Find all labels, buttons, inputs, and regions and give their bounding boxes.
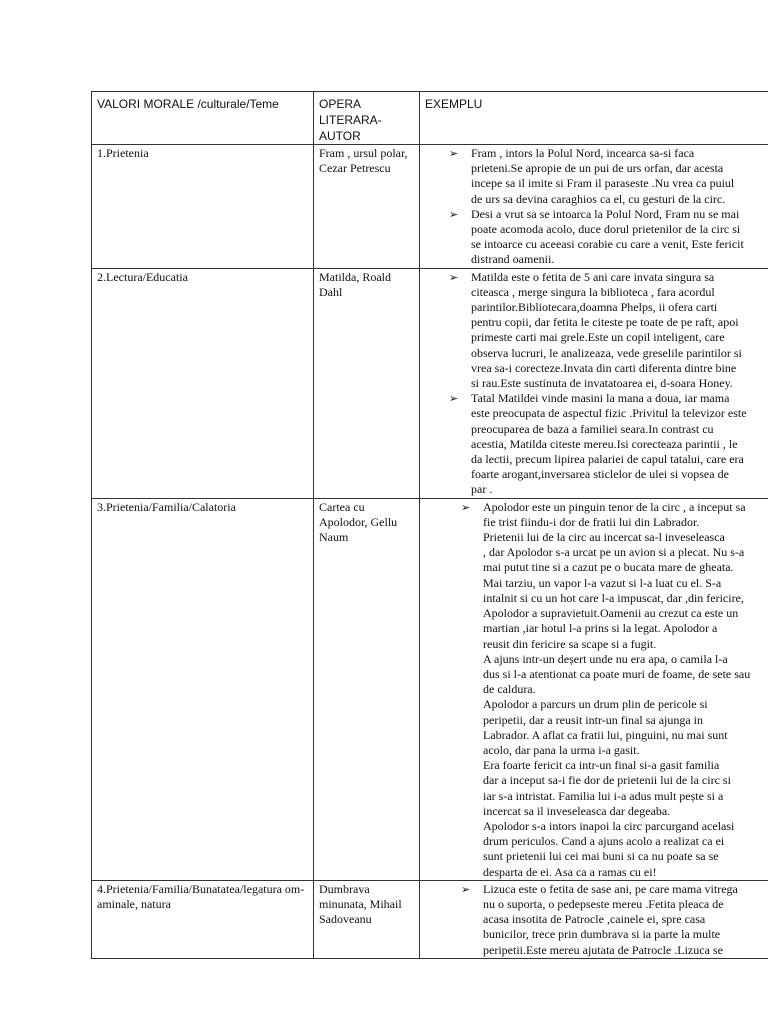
list-item <box>461 882 768 958</box>
table-row <box>92 268 768 498</box>
theme-cell: 2.Lectura/Educatia <box>92 268 314 498</box>
arrowhead-bullet-icon: ➢ <box>449 147 459 160</box>
example-cell <box>420 145 768 269</box>
example-text: Apolodor este un pinguin tenor de la circ , a inceput sa fie trist fiindu-i dor de fratii lui din Labrador. Prietenii lui de la circ au incercat sa-l inveseleasca , dar Apolodor s-a urcat pe un avion si a plecat. Nu s-a mai putut tine si a cazut pe o bucata mare de gheata. Mai tarziu, un vapor l-a vazut si l-a luat cu el. S-a intalnit si cu un hot care l-a impuscat, dar ,din fericire, Apolodor a supravietuit.Oamenii au crezut ca este un martian ,iar hotul l-a prins si la legat. Apolodor a reusit din fericire sa scape si a fugit. A ajuns intr-un deșert unde nu era apa, o camila l-a dus si l-a atentionat ca poate muri de foame, de sete sau de caldura. Apolodor a parcurs un drum plin de pericole si peripetii, dar a reusit intr-un final sa ajunga in Labrador. A aflat ca fratii lui, pinguini, nu mai sunt acolo, dar pana la urma i-a gasit. Era foarte fericit ca intr-un final si-a gasit familia dar a inceput sa-i fie dor de prietenii lui de la circ si iar s-a intristat. Familia lui i-a adus mult pește si a incercat sa il inveseleasca dar degeaba. Apolodor s-a intors inapoi la circ parcurgand acelasi drum periculos. Cand a ajuns acolo a realizat ca ei sunt prietenii lui cei mai buni si ca nu poate sa se desparta de ei. Asa ca a ramas cu ei! <box>483 499 751 879</box>
work-cell: Fram , ursul polar, Cezar Petrescu <box>314 145 420 269</box>
list-item <box>449 207 768 268</box>
example-list <box>425 500 768 880</box>
example-list <box>425 146 768 268</box>
work-cell: Dumbrava minunata, Mihail Sadoveanu <box>314 880 420 958</box>
example-text: Lizuca este o fetita de sase ani, pe care mama vitrega nu o suporta, o pedepseste mereu .Fetita pleaca de acasa insotita de Patrocle ,cainele ei, spre casa bunicilor, trece prin dumbrava si ia parte la multe peripetii.Este mereu ajutata de Patrocle .Lizuca se <box>483 881 738 957</box>
arrowhead-bullet-icon: ➢ <box>461 500 471 514</box>
table-row <box>92 880 768 958</box>
example-text: Desi a vrut sa se intoarca la Polul Nord, Fram nu se mai poate acomoda acolo, duce dorul prietenilor de la circ si se intoarce cu aceeasi corabie cu care a venit, Este fericit distrand oamenii. <box>471 206 744 267</box>
arrowhead-bullet-icon: ➢ <box>449 392 459 406</box>
arrowhead-bullet-icon: ➢ <box>461 882 471 896</box>
literature-table <box>91 91 768 959</box>
header-work: OPERA LITERARA-AUTOR <box>314 92 420 145</box>
header-example: EXEMPLU <box>420 92 768 145</box>
example-text: Matilda este o fetita de 5 ani care invata singura sa citeasca , merge singura la biblioteca , fara acordul parintilor.Bibliotecara,doamna Phelps, ii ofera carti pentru copii, dar fetita le citeste pe toate de pe raft, apoi primeste carti mai grele.Este un copil inteligent, care observa lucruri, le analizeaza, vede greselile parintilor si vrea sa-i corecteze.Invata din carti diferenta dintre bine si rau.Este sustinuta de invatatoarea ei, d-soara Honey. <box>471 269 742 391</box>
theme-cell: 1.Prietenia <box>92 145 314 269</box>
table-row <box>92 145 768 269</box>
example-text: Tatal Matildei vinde masini la mana a doua, iar mama este preocupata de aspectul fizic .Privitul la televizor este preocuparea de baza a familiei seara.In contrast cu acestia, Matilda citeste mereu.Isi corecteaza parintii , le da lectii, precum lipirea palariei de capul tatalui, care era foarte arogant,inversarea sticlelor de ulei si vopsea de par . <box>471 391 747 497</box>
table-row <box>92 498 768 880</box>
list-item <box>449 391 768 497</box>
theme-cell: 3.Prietenia/Familia/Calatoria <box>92 498 314 880</box>
example-list <box>425 882 768 958</box>
list-item <box>449 270 768 392</box>
example-cell <box>420 268 768 498</box>
work-cell: Matilda, Roald Dahl <box>314 268 420 498</box>
example-text: Fram , intors la Polul Nord, incearca sa-si faca prieteni.Se apropie de un pui de urs orfan, dar acesta incepe sa il imite si Fram il paraseste .Nu vrea ca puiul de urs sa devina caraghios ca el, cu gesturi de la circ. <box>471 146 735 206</box>
arrowhead-bullet-icon: ➢ <box>449 207 459 221</box>
example-cell <box>420 498 768 880</box>
list-item <box>461 500 768 880</box>
work-cell: Cartea cu Apolodor, Gellu Naum <box>314 498 420 880</box>
theme-cell: 4.Prietenia/Familia/Bunatatea/legatura om-aminale, natura <box>92 880 314 958</box>
table-header-row <box>92 92 768 145</box>
arrowhead-bullet-icon: ➢ <box>449 270 459 284</box>
example-list <box>425 270 768 498</box>
example-cell <box>420 880 768 958</box>
header-values: VALORI MORALE /culturale/Teme <box>92 92 314 145</box>
list-item <box>449 146 768 207</box>
